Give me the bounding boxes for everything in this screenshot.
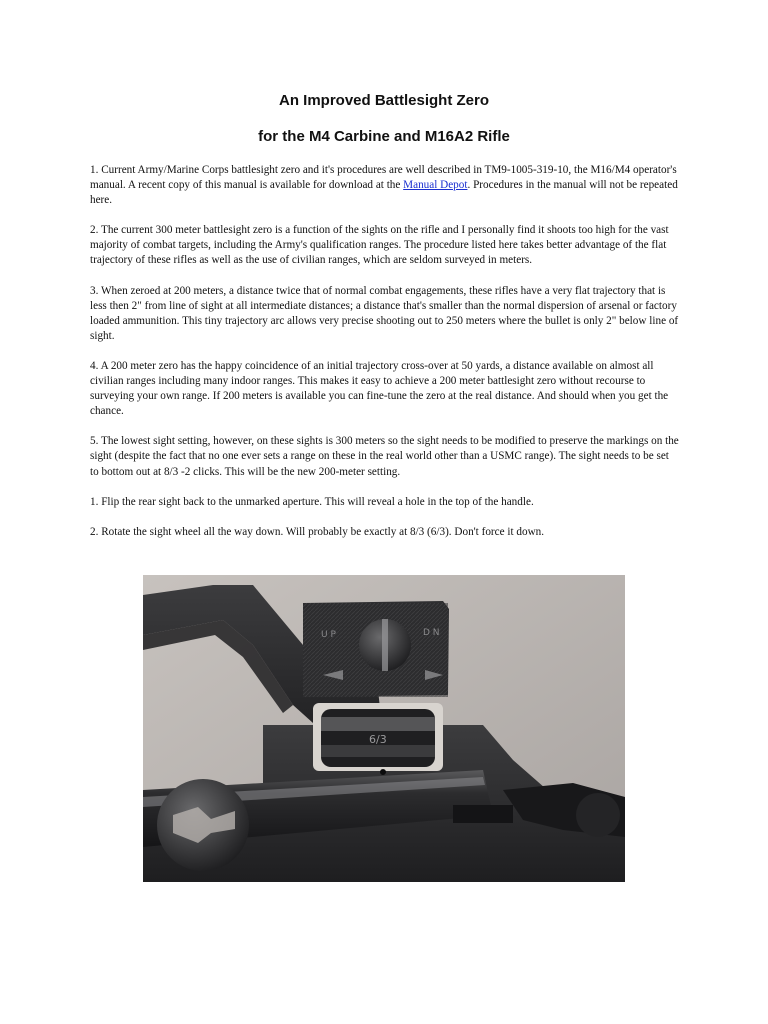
step-2: 2. Rotate the sight wheel all the way down. Will probably be exactly at 8/3 (6/3). Don't force it down. xyxy=(90,525,545,538)
paragraph-2: 2. The current 300 meter battlesight zero is a function of the sights on the rifle and I personally find it shoots too high for the vast majority of combat targets, including the Army's qualification ranges. The procedure listed here takes better advantage of the flat trajectory of these rifles as well as the use of civilian ranges, which are seldom surveyed in meters. xyxy=(90,224,669,267)
marking-dn: D N xyxy=(423,628,440,638)
manual-depot-link[interactable]: Manual Depot xyxy=(403,179,468,192)
windage-knob-slot xyxy=(382,619,388,671)
document-title: An Improved Battlesight Zero xyxy=(278,92,490,109)
paragraph-4: 4. A 200 meter zero has the happy coincidence of an initial trajectory cross-over at 50 yards, a distance available on almost all civilian ranges including many indoor ranges. This makes it easy to achieve a 200 meter battlesight zero without recourse to surveying your own range. If 200 meters is available you can fine-tune the zero at the real distance. And should when you get the chance. xyxy=(90,359,669,418)
rear-sight-photo xyxy=(143,575,625,882)
rear-sight-illustration xyxy=(143,575,625,882)
paragraph-5: 5. The lowest sight setting, however, on these sights is 300 meters so the sight needs to be modified to preserve the markings on the sight (despite the fact that no one ever sets a range on these in the real world other than a USMC range). The sight needs to be set to bottom out at 8/3 -2 clicks. This will be the new 200-meter setting. xyxy=(90,435,679,478)
paragraph-1 xyxy=(90,163,680,208)
handle-hole xyxy=(380,769,386,775)
marking-up: U P xyxy=(321,630,336,640)
drum-marking: 6/3 xyxy=(369,733,387,746)
step-1: 1. Flip the rear sight back to the unmarked aperture. This will reveal a hole in the top of the handle. xyxy=(90,495,534,508)
elevation-drum-ridge xyxy=(321,745,435,757)
elevation-drum-ring xyxy=(321,717,435,731)
paragraph-3: 3. When zeroed at 200 meters, a distance twice that of normal combat engagements, these rifles have a very flat trajectory that is less then 2" from line of sight at all intermediate distances; a distance that's smaller than the normal dispersion of arsenal or factory loaded ammunition. This tiny trajectory arc allows very precise shooting out to 250 meters where the bullet is only 2" below line of sight. xyxy=(90,284,679,342)
document-body xyxy=(90,163,680,555)
document-subtitle: for the M4 Carbine and M16A2 Rifle xyxy=(258,128,510,145)
lever-base xyxy=(453,805,513,823)
paragraph-1-text-start: 1. Current Army/Marine Corps battlesight zero and it's procedures are well described in TM9-1005-319-10, the M16/M4 operator's manual. A recent copy of this manual is available for download at the xyxy=(90,164,677,192)
lever-knob xyxy=(576,793,620,837)
paragraph-1-text-end: . Procedures in the manual will not be repeated here. xyxy=(90,179,678,207)
